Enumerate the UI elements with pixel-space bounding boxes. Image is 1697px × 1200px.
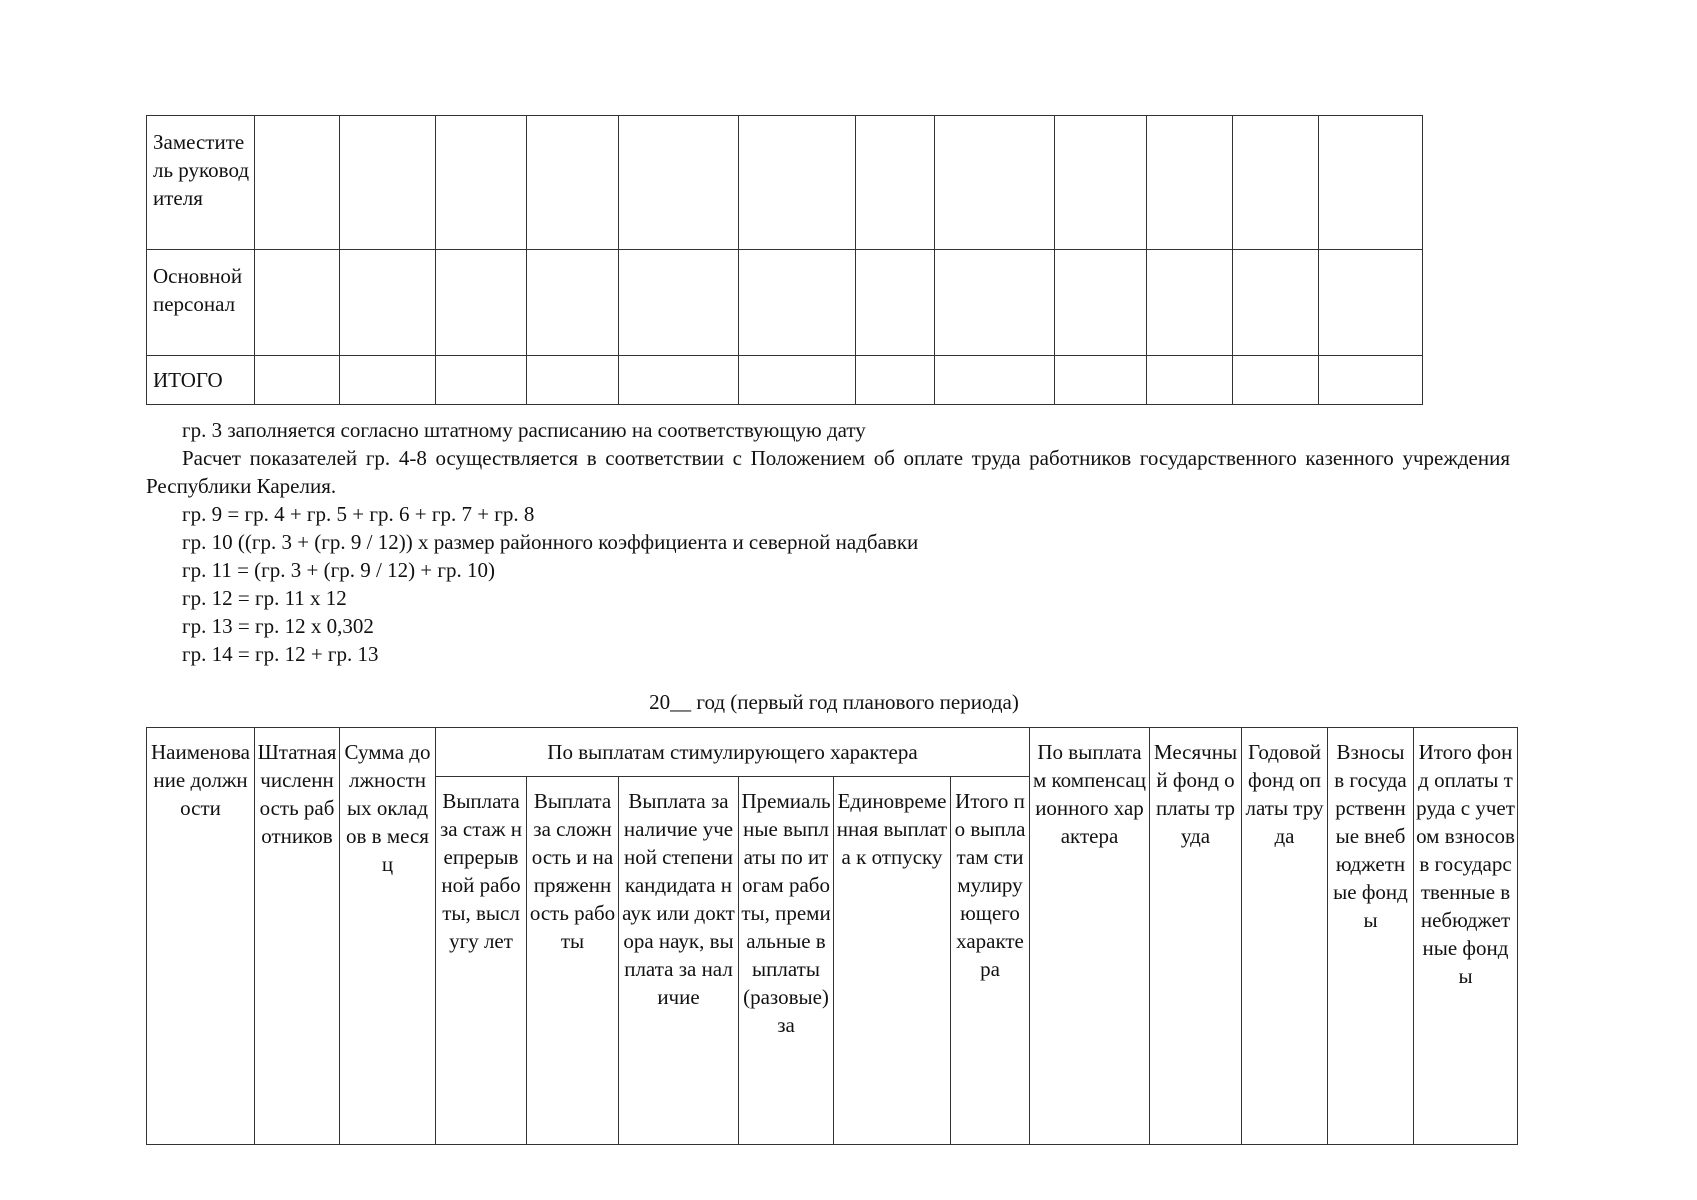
staffing-table-top <box>146 115 1423 405</box>
table-cell <box>739 116 856 250</box>
header-position: Наименование должности <box>147 728 255 1145</box>
header-complexity: Выплата за сложность и напряженность работы <box>527 777 619 1145</box>
note-line: гр. 10 ((гр. 3 + (гр. 9 / 12)) x размер районного коэффициента и северной надбавки <box>182 530 919 554</box>
row-label-main-staff: Основной персонал <box>147 250 255 356</box>
header-continuous-work: Выплата за стаж непрерывной работы, выслугу лет <box>436 777 527 1145</box>
header-total-fund: Итого фонд оплаты труда с учетом взносов в государственные внебюджетные фонды <box>1414 728 1518 1145</box>
table-cell <box>856 250 935 356</box>
note-line: гр. 11 = (гр. 3 + (гр. 9 / 12) + гр. 10) <box>182 558 496 582</box>
table-cell <box>619 116 739 250</box>
table-cell <box>255 116 340 250</box>
table-cell <box>255 250 340 356</box>
table-cell <box>856 356 935 405</box>
table-cell <box>935 116 1055 250</box>
table-cell <box>1147 356 1233 405</box>
header-vacation-payment: Единовременная выплата к отпуску <box>834 777 951 1145</box>
header-annual-fund: Годовой фонд оплаты труда <box>1242 728 1328 1145</box>
table-cell <box>619 250 739 356</box>
table-cell <box>739 250 856 356</box>
table-cell <box>935 356 1055 405</box>
header-bonuses: Премиальные выплаты по итогам работы, премиальные выплаты (разовые) за <box>739 777 834 1145</box>
note-line: гр. 14 = гр. 12 + гр. 13 <box>182 642 379 666</box>
table-cell <box>340 356 436 405</box>
table-cell <box>340 116 436 250</box>
table-cell <box>1055 116 1147 250</box>
table-cell <box>527 116 619 250</box>
year-title: 20__ год (первый год планового периода) <box>649 690 1019 714</box>
note-line: Расчет показателей гр. 4-8 осуществляется в соответствии с Положением об оплате труда работников государственного казенного учреждения Республики Карелия. <box>146 446 1510 498</box>
table-row <box>147 116 1423 250</box>
staffing-table-header <box>146 727 1518 1145</box>
table-cell <box>436 116 527 250</box>
table-cell <box>1233 116 1319 250</box>
table-row <box>147 356 1423 405</box>
table-cell <box>255 356 340 405</box>
table-cell <box>1319 116 1423 250</box>
table-cell <box>1055 356 1147 405</box>
table-cell <box>436 356 527 405</box>
note-line: гр. 9 = гр. 4 + гр. 5 + гр. 6 + гр. 7 + гр. 8 <box>182 502 535 526</box>
table-cell <box>856 116 935 250</box>
table-row <box>147 250 1423 356</box>
table-cell <box>1055 250 1147 356</box>
table-cell <box>1319 356 1423 405</box>
header-row <box>147 728 1518 777</box>
table-cell <box>1147 250 1233 356</box>
row-label-deputy-head: Заместитель руководителя <box>147 116 255 250</box>
header-contributions: Взносы в государственные внебюджетные фонды <box>1328 728 1414 1145</box>
table-cell <box>1233 356 1319 405</box>
table-cell <box>619 356 739 405</box>
header-compensatory: По выплатам компенсационного характера <box>1030 728 1150 1145</box>
table-cell <box>527 250 619 356</box>
note-line: гр. 3 заполняется согласно штатному расписанию на соответствующую дату <box>182 418 866 442</box>
note-line: гр. 13 = гр. 12 x 0,302 <box>182 614 374 638</box>
table-cell <box>1233 250 1319 356</box>
calculation-notes <box>146 416 1510 668</box>
header-monthly-fund: Месячный фонд оплаты труда <box>1150 728 1242 1145</box>
header-headcount: Штатная численность работников <box>255 728 340 1145</box>
table-cell <box>340 250 436 356</box>
note-line: гр. 12 = гр. 11 x 12 <box>182 586 347 610</box>
table-cell <box>935 250 1055 356</box>
table-cell <box>1319 250 1423 356</box>
table-cell <box>739 356 856 405</box>
row-label-total: ИТОГО <box>147 356 255 405</box>
header-academic-degree: Выплата за наличие ученой степени кандидата наук или доктора наук, выплата за наличие <box>619 777 739 1145</box>
table-cell <box>1147 116 1233 250</box>
header-salary-sum: Сумма должностных окладов в месяц <box>340 728 436 1145</box>
header-stimulating-group: По выплатам стимулирующего характера <box>436 728 1030 777</box>
table-cell <box>436 250 527 356</box>
header-stimulating-total: Итого по выплатам стимулирующего характера <box>951 777 1030 1145</box>
table-cell <box>527 356 619 405</box>
